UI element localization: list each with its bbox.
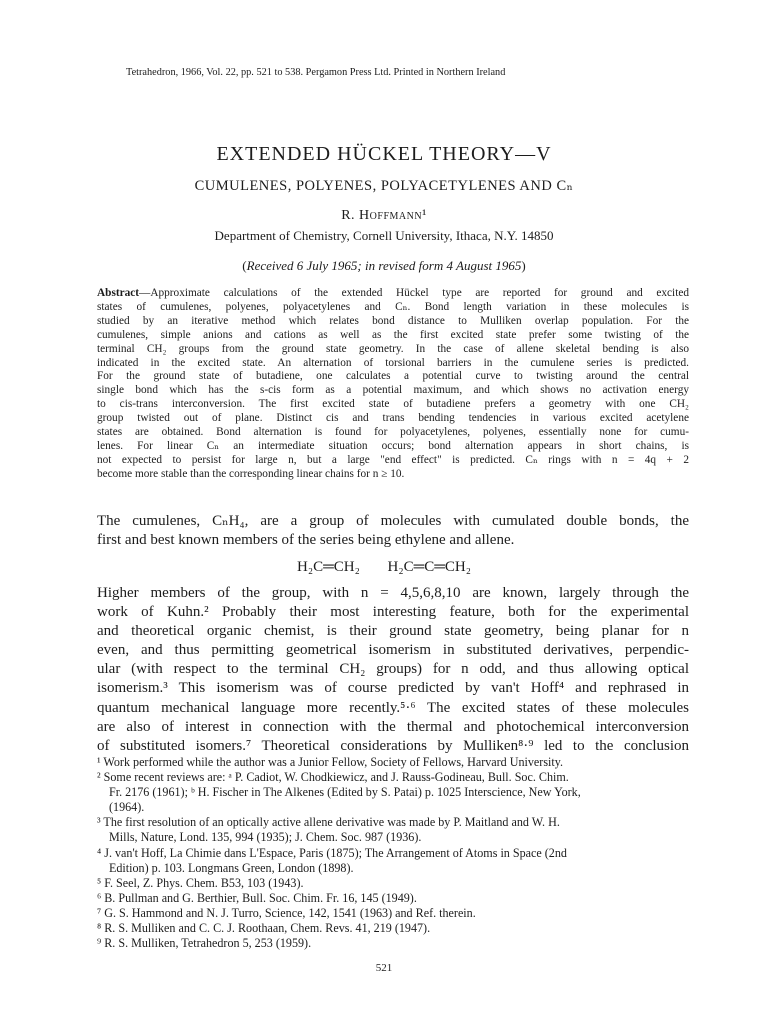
abstract-line: single bond which has the s-cis form as a potential maximum, and which shows no activation energy <box>97 384 689 397</box>
body-line: Higher members of the group, with n = 4,5,6,8,10 are known, largely through the <box>97 585 689 601</box>
author-affiliation: Department of Chemistry, Cornell University, Ithaca, N.Y. 14850 <box>214 228 554 243</box>
allene-formula: H₂C═C═CH₂ <box>387 559 471 575</box>
body-line: of substituted isomers.⁷ Theoretical considerations by Mulliken⁸·⁹ led to the conclusion <box>97 737 689 754</box>
footnote-continuation: (1964). <box>109 800 145 815</box>
footnote: ⁹ R. S. Mulliken, Tetrahedron 5, 253 (1959). <box>97 936 312 951</box>
body-line: and theoretical organic chemist, is their ground state geometry, being planar for n <box>97 623 689 640</box>
abstract-line: studied by an iterative method which relates bond distance to Mulliken overlap population. For the <box>97 314 689 327</box>
ethylene-formula: H₂C═CH₂ <box>297 559 360 575</box>
footnote-continuation: Edition) p. 103. Longmans Green, London (1898). <box>109 860 354 875</box>
received-date: Received 6 July 1965; <box>246 258 366 273</box>
journal-header: Tetrahedron, 1966, Vol. 22, pp. 521 to 538. Pergamon Press Ltd. Printed in Northern Ireland <box>126 67 506 78</box>
paper-title: EXTENDED HÜCKEL THEORY—V <box>216 143 552 165</box>
received-open-paren: ( <box>242 258 247 273</box>
footnote: ⁵ F. Seel, Z. Phys. Chem. B53, 103 (1943). <box>97 875 304 890</box>
body-line: isomerism.³ This isomerism was of course predicted by van't Hoff⁴ and rephrased in <box>97 680 689 697</box>
author-name: R. Hoffmann¹ <box>341 208 427 223</box>
abstract-line: cumulenes, simple anions and cations as well as the first excited state prefer some twisting of the <box>97 328 689 341</box>
abstract-line: to cis-trans interconversion. The first excited state of butadiene prefers a geometry with one CH₂ <box>97 398 689 411</box>
paper-subtitle: CUMULENES, POLYENES, POLYACETYLENES AND Cₙ <box>194 178 574 194</box>
received-close-paren: ) <box>521 258 526 273</box>
abstract-line: become more stable than the corresponding linear chains for n ≥ 10. <box>97 467 405 480</box>
abstract-line: indicated in the excited state. An alternation of torsional barriers in the cumulene series is predicted. <box>97 356 689 369</box>
abstract-line: not expected to persist for large n, but a large "end effect" is predicted. Cₙ rings with n = 4q + 2 <box>97 453 689 466</box>
footnote: ⁸ R. S. Mulliken and C. C. J. Roothaan, Chem. Revs. 41, 219 (1947). <box>97 921 431 936</box>
abstract-line: group twisted out of plane. Distinct cis and trans bending tendencies in various excited acetylene <box>97 412 689 425</box>
body-paragraph <box>97 584 689 756</box>
footnote-continuation: Fr. 2176 (1961); ᵇ H. Fischer in The Alkenes (Edited by S. Patai) p. 1025 Interscience, New York, <box>109 785 581 800</box>
abstract-line: For the ground state of butadiene, one calculates a potential curve to twisting around the central <box>97 370 689 383</box>
intro-line: first and best known members of the series being ethylene and allene. <box>97 532 515 549</box>
page-number: 521 <box>375 962 393 974</box>
abstract-label: Abstract <box>97 287 140 299</box>
body-line: ular (with respect to the terminal CH₂ groups) for n odd, and thus allowing optical <box>97 661 689 678</box>
abstract <box>97 287 689 482</box>
footnotes <box>97 755 689 951</box>
body-line: work of Kuhn.² Probably their most interesting feature, both for the experimental <box>97 604 689 621</box>
footnote: ⁷ G. S. Hammond and N. J. Turro, Science, 142, 1541 (1963) and Ref. therein. <box>97 905 476 920</box>
footnote: ⁴ J. van't Hoff, La Chimie dans L'Espace, Paris (1875); The Arrangement of Atoms in Space (2nd <box>97 845 567 860</box>
footnote: ³ The first resolution of an optically active allene derivative was made by P. Maitland and W. H. <box>97 815 560 830</box>
body-line: are also of interest in connection with the thermal and photochemical interconversion <box>97 718 689 735</box>
cumulene-formulas <box>0 559 768 576</box>
footnote: ¹ Work performed while the author was a Junior Fellow, Society of Fellows, Harvard University. <box>97 755 564 769</box>
received-dates <box>0 258 768 274</box>
body-line: quantum mechanical language more recently.⁵·⁶ The excited states of these molecules <box>97 699 689 716</box>
footnote-continuation: Mills, Nature, Lond. 135, 994 (1935); J. Chem. Soc. 987 (1936). <box>109 830 422 845</box>
body-line: even, and thus permitting geometrical isomerism in substituted derivatives, perpendic- <box>97 642 689 659</box>
abstract-line: terminal CH₂ groups from the ground state geometry. In the case of allene skeletal bending is also <box>97 342 689 355</box>
abstract-line: lenes. For linear Cₙ an intermediate situation occurs; bond alternation appears in short chains, is <box>97 439 689 452</box>
footnote: ⁶ B. Pullman and G. Berthier, Bull. Soc. Chim. Fr. 16, 145 (1949). <box>97 890 417 905</box>
abstract-line: states of cumulenes, polyenes, polyacetylenes and Cₙ. Bond length variation in these molecules is <box>97 300 689 313</box>
footnote: ² Some recent reviews are: ᵃ P. Cadiot, W. Chodkiewicz, and J. Rauss-Godineau, Bull. Soc. Chim. <box>97 770 569 785</box>
abstract-line: Abstract—Approximate calculations of the extended Hückel type are reported for ground and excited <box>97 287 689 299</box>
intro-line: The cumulenes, CₙH₄, are a group of molecules with cumulated double bonds, the <box>97 513 689 529</box>
abstract-line: states are obtained. Bond alternation is found for polyacetylenes, polyenes, essentially none for cumu- <box>97 426 689 439</box>
intro-paragraph <box>97 512 689 551</box>
revised-date: in revised form 4 August 1965 <box>365 258 522 273</box>
